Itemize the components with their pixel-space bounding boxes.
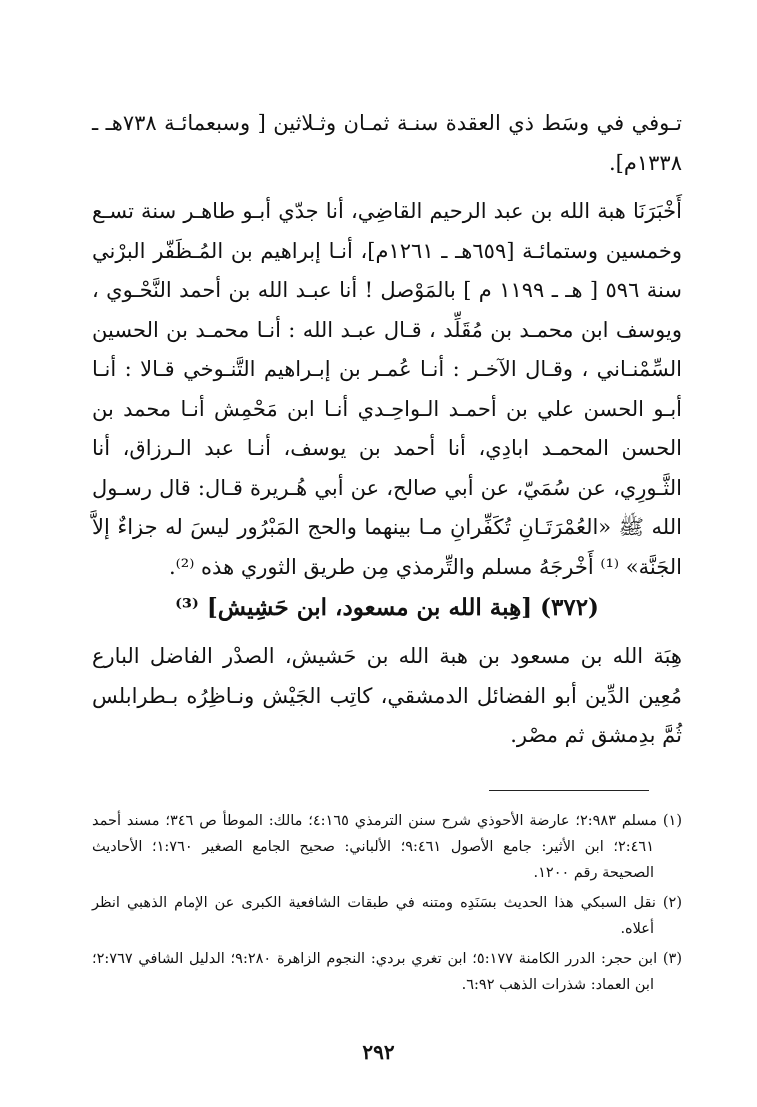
footnote-3: (٣) ابن حجر: الدرر الكامنة ٥:١٧٧؛ ابن تغري بردي: النجوم الزاهرة ٩:٢٨٠؛ الدليل الشافي ٢:٧٦٧؛ ابن العماد: شذرات الذهب ٦:٩٢. <box>92 951 682 993</box>
page-number: ٢٩٢ <box>362 1040 395 1064</box>
entry-heading: (٣٧٢) [هِبة الله بن مسعود، ابن حَشِيش] ⁽³⁾ <box>175 594 599 621</box>
footnote-1: (١) مسلم ٢:٩٨٣؛ عارضة الأحوذي شرح سنن الترمذي ٤:١٦٥؛ مالك: الموطأ ص ٣٤٦؛ مسند أحمد ٢:٤٦١؛ ابن الأثير: جامع الأصول ٩:٤٦١؛ الألباني: صحيح الجامع الصغير ١:٧٦٠؛ الأحاديث الصحيحة رقم ١٢٠٠. <box>92 813 682 881</box>
footnote-2: (٢) نقل السبكي هذا الحديث بسَنَدِه ومتنه في طبقات الشافعية الكبرى عن الإمام الذهبي انظر أعلاه. <box>92 895 682 937</box>
footnotes <box>92 808 682 1002</box>
entry-biography-text: هِبَة الله بن مسعود بن هبة الله بن حَشيش، الصدْر الفاضل البارع مُعِين الدِّين أبو الفضائل الدمشقي، كاتِب الجَيْش ونـاظِرُه بـطرابلس ثُمَّ بدِمشق ثم مصْر. <box>92 644 682 747</box>
footnote-separator <box>489 790 649 791</box>
paragraph-death-date: تـوفي في وسَط ذي العقدة سنـة ثمـان وثـلاثين [ وسبعمائـة ٧٣٨هـ ـ ١٣٣٨م]. <box>92 111 682 175</box>
paragraph-hadith-chain: أَخْبَرَنَا هبة الله بن عبد الرحيم القاضِي، أنا جدّي أبـو طاهـر سنة تسـع وخمسين وستمائـة [٦٥٩هـ ـ ١٢٦١م]، أنـا إبراهيم بن المُـظَفّر البرْني سنة ٥٩٦ [ هـ ـ ١١٩٩ م ] بالمَوْصل ! أنا عبـد الله بن أحمد النَّحْـوي ، ويوسف ابن محمـد بن مُقَلِّد ، قـال عبـد الله : أنـا محمـد بن الحسين السِّمْنـاني ، وقـال الآخـر : أنـا عُمـر بن إبـراهيم التَّنـوخي قـالا : أنـا أبـو الحسن علي بن أحمـد الـواحِـدي أنـا ابن مَحْمِش أنـا محمد بن الحسن المحمـد ابادِي، أنا أحمد بن يوسف، أنـا عبد الـرزاق، أنا الثَّـورِي، عن سُمَيّ، عن أبي صالح، عن أبي هُـريرة قـال: قال رسـول الله ﷺ «العُمْرَتَـانِ تُكَفِّرانِ مـا بينهما والحج المَبْرُور ليسَ له جزاءٌ إلاَّ الجَنَّة» ⁽¹⁾ أَخْرجَهُ مسلم والتِّرمذي مِن طريق الثوري هذه ⁽²⁾. <box>92 199 683 579</box>
